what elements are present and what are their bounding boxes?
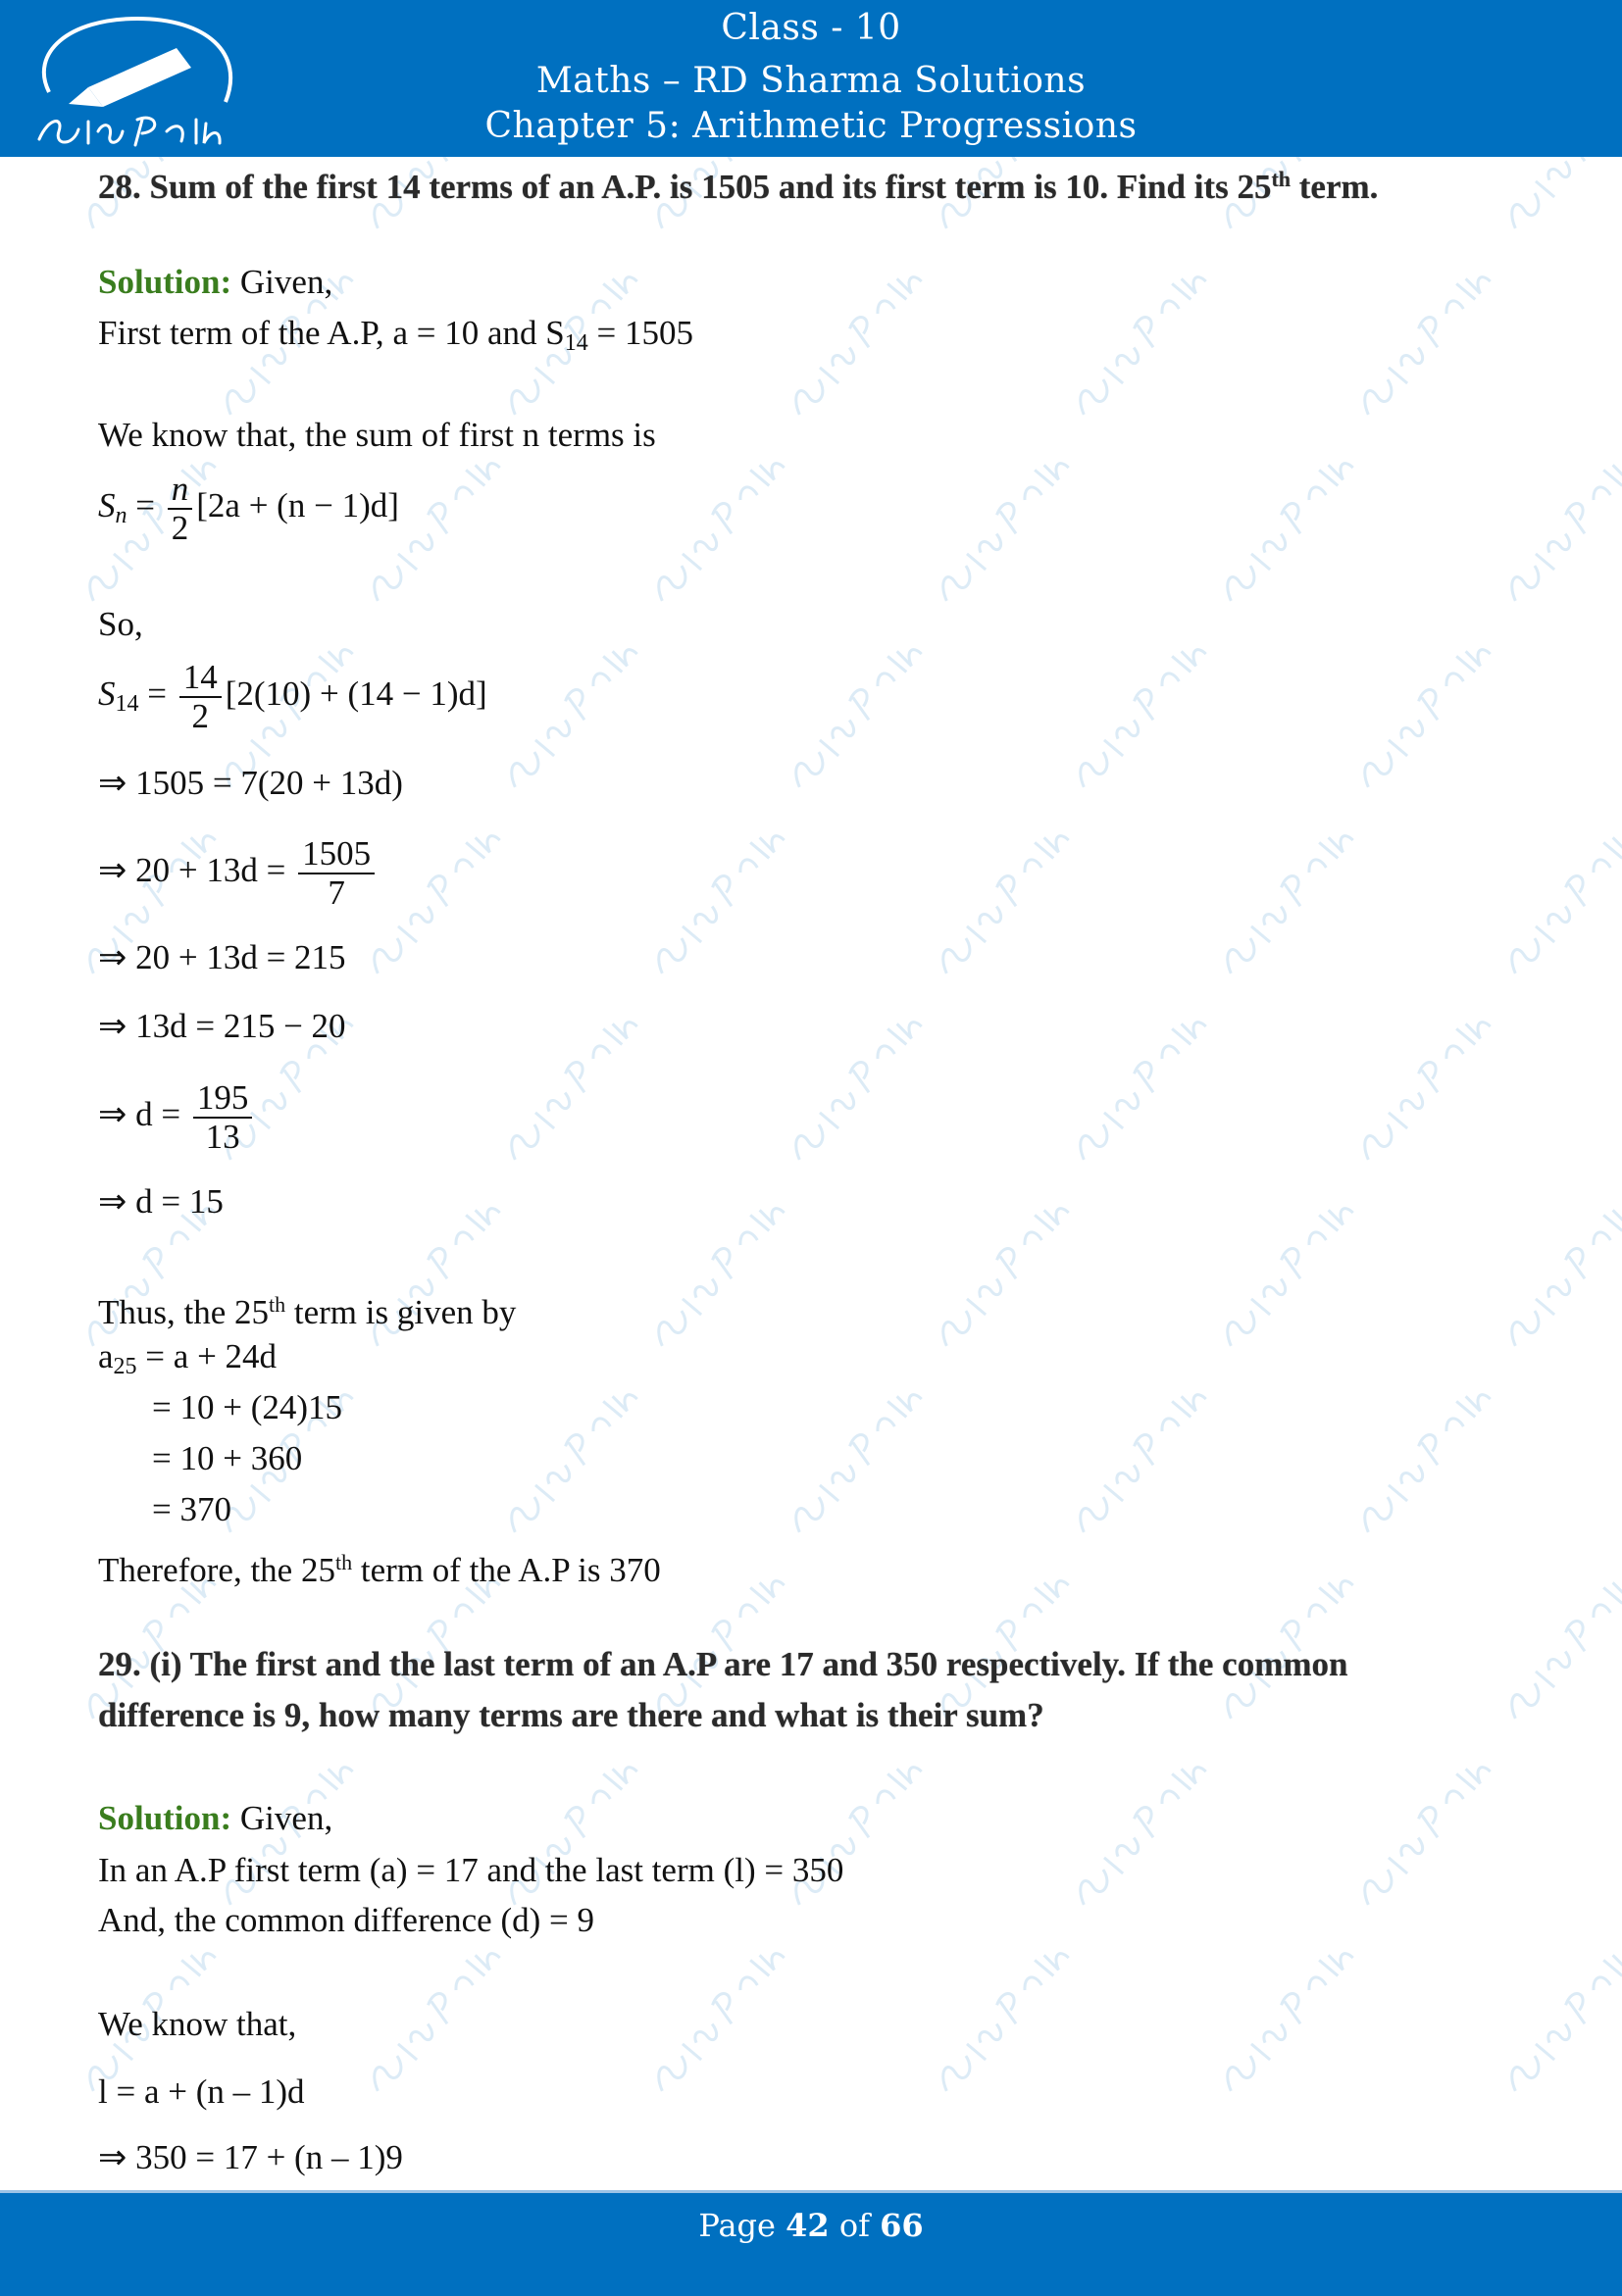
header-subject: Maths – RD Sharma Solutions (535, 61, 1087, 101)
watermark-mark (1354, 265, 1492, 422)
watermark-mark (1354, 1382, 1492, 1539)
watermark-mark (1501, 451, 1622, 608)
page-footer (0, 2190, 1622, 2296)
so-line: So, (98, 605, 143, 643)
text: = (127, 486, 164, 525)
thus-line (98, 1283, 516, 1334)
watermark-mark (786, 1010, 923, 1167)
text: = a + 24d (136, 1337, 278, 1375)
total-pages: 66 (880, 2207, 924, 2244)
q-text: term. (1291, 168, 1379, 206)
text: term of the A.P is 370 (352, 1551, 661, 1589)
watermark-mark (933, 451, 1070, 608)
step-line: ⇒ 13d = 215 − 20 (98, 1007, 346, 1045)
step-line: ⇒ 20 + 13d = 215 (98, 938, 346, 976)
page-header (0, 0, 1622, 157)
text: a (98, 1337, 114, 1375)
watermark-mark (1501, 1196, 1622, 1353)
watermark-mark (364, 824, 501, 980)
s14-formula (98, 659, 487, 735)
numerator: 1505 (298, 835, 375, 874)
calc-line: = 370 (152, 1490, 231, 1528)
fraction (298, 835, 375, 912)
watermark-mark (786, 637, 923, 794)
text: ⇒ 20 + 13d = (98, 851, 295, 890)
step-line: ⇒ 1505 = 7(20 + 13d) (98, 764, 403, 802)
text: First term of the A.P, (98, 314, 393, 352)
denominator: 7 (328, 873, 345, 912)
therefore-line (98, 1541, 661, 1592)
calc-line: = 10 + (24)15 (152, 1388, 343, 1426)
watermark-mark (1501, 1941, 1622, 2098)
denominator: 2 (171, 509, 189, 547)
step-line (98, 835, 379, 912)
watermark-mark (1070, 265, 1207, 422)
numerator: n (168, 471, 193, 510)
watermark-mark (648, 1941, 786, 2098)
watermark-mark (786, 265, 923, 422)
text: [2a + (n − 1)d] (196, 486, 399, 525)
watermark-mark (501, 1010, 638, 1167)
numerator: 14 (179, 659, 222, 698)
watermark-mark (1217, 1941, 1354, 2098)
subscript: n (115, 503, 127, 529)
given-text: Given, (231, 1799, 333, 1837)
question-29-title-line2: difference is 9, how many terms are there and what is their sum? (98, 1696, 1044, 1734)
watermark-mark (1217, 824, 1354, 980)
sum-formula (98, 471, 399, 547)
formula-line: l = a + (n – 1)d (98, 2072, 305, 2111)
watermark-mark (364, 1941, 501, 2098)
watermark-mark (501, 637, 638, 794)
watermark-mark (1217, 1196, 1354, 1353)
superscript: th (1271, 167, 1292, 191)
text: a = 10 and S (392, 314, 565, 352)
subscript: 14 (115, 691, 139, 718)
given-line: And, the common difference (d) = 9 (98, 1901, 595, 1939)
watermark-mark (933, 824, 1070, 980)
subscript: 25 (113, 1354, 137, 1379)
denominator: 2 (191, 697, 209, 735)
we-know-line: We know that, (98, 2005, 297, 2043)
step-line (98, 1079, 256, 1156)
denominator: 13 (205, 1118, 240, 1156)
watermark-mark (786, 1382, 923, 1539)
solution-label: Solution: (98, 263, 232, 301)
given-line (98, 312, 693, 365)
header-chapter: Chapter 5: Arithmetic Progressions (484, 106, 1138, 146)
watermark-mark (1354, 1010, 1492, 1167)
a25-line (98, 1335, 277, 1388)
text: S (98, 674, 116, 714)
watermark-mark (648, 1196, 786, 1353)
watermark-mark (933, 1941, 1070, 2098)
text: ⇒ d = (98, 1095, 189, 1134)
text: [2(10) + (14 − 1)d] (225, 674, 487, 714)
fraction (179, 659, 222, 735)
watermark-mark (648, 451, 786, 608)
page-number (0, 2207, 1622, 2244)
watermark-mark (933, 1196, 1070, 1353)
superscript: th (269, 1292, 286, 1317)
watermark-mark (501, 1382, 638, 1539)
watermark-mark (1070, 1382, 1207, 1539)
text: term is given by (285, 1293, 517, 1331)
text: = 1505 (587, 314, 693, 352)
text: = (138, 674, 176, 714)
text: Page (698, 2207, 786, 2244)
q-text: 28. Sum of the first 14 terms of an A.P. is 1505 and its first term is 10. Find its 25 (98, 168, 1272, 206)
step-line: ⇒ 350 = 17 + (n – 1)9 (98, 2138, 403, 2176)
solution-heading (98, 1797, 332, 1840)
watermark-mark (1354, 637, 1492, 794)
header-class: Class - 10 (721, 8, 901, 48)
watermark-mark (648, 824, 786, 980)
watermark-mark (1501, 1569, 1622, 1725)
watermark-mark (1070, 1755, 1207, 1912)
text: Thus, the 25 (98, 1293, 270, 1331)
question-29-title-line1: 29. (i) The first and the last term of an A.P are 17 and 350 respectively. If the common (98, 1645, 1348, 1683)
numerator: 195 (193, 1079, 253, 1119)
text: S (98, 486, 116, 525)
subscript: 14 (564, 330, 588, 356)
fraction (168, 471, 193, 547)
text: Therefore, the 25 (98, 1551, 335, 1589)
we-know-line: We know that, the sum of first n terms is (98, 416, 656, 454)
watermark-mark (1217, 451, 1354, 608)
question-28-title (98, 158, 1378, 209)
superscript: th (334, 1550, 353, 1574)
solution-heading (98, 261, 332, 304)
step-line: ⇒ d = 15 (98, 1182, 224, 1221)
solution-label: Solution: (98, 1799, 232, 1837)
watermark-mark (1354, 1755, 1492, 1912)
watermark-mark (1070, 637, 1207, 794)
watermark-mark (1070, 1010, 1207, 1167)
calc-line: = 10 + 360 (152, 1439, 303, 1477)
fraction (193, 1079, 253, 1156)
watermark-mark (1501, 157, 1622, 234)
watermark-mark (1501, 824, 1622, 980)
given-text: Given, (231, 263, 333, 301)
current-page: 42 (786, 2207, 830, 2244)
given-line: In an A.P first term (a) = 17 and the last term (l) = 350 (98, 1851, 844, 1889)
text: of (829, 2207, 881, 2244)
